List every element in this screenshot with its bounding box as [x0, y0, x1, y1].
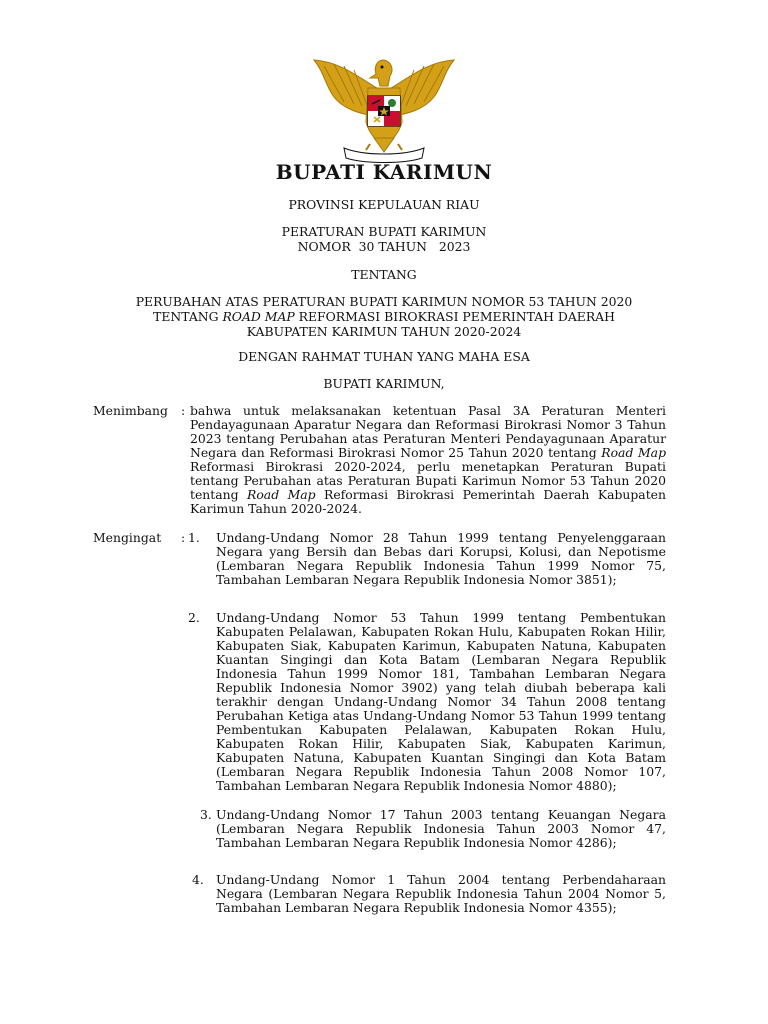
mengingat-item-3-number: 3. — [200, 807, 212, 822]
province-line: PROVINSI KEPULAUAN RIAU — [288, 197, 480, 212]
menimbang-text: bahwa untuk melaksanakan ketentuan Pasal 3A Peraturan Menteri Pendayagunaan Aparatur Negara dan Reformasi Birokrasi Nomor 3 Tahun 2023 tentang Perubahan atas Peraturan Menteri Pendayagunaan Aparatur Negara dan Reformasi Birokrasi Nomor 25 Tahun 2020 tentang Road Map Reformasi Birokrasi 2020-2024, perlu menetapkan Peraturan Bupati tentang Perubahan atas Peraturan Bupati Karimun Nomor 53 Tahun 2020 tentang Road Map Reformasi Birokrasi Pemerintah Daerah Kabupaten Karimun Tahun 2020-2024. — [190, 403, 666, 516]
mengingat-item-1: Undang-Undang Nomor 28 Tahun 1999 tentang Penyelenggaraan Negara yang Bersih dan Bebas dari Korupsi, Kolusi, dan Nepotisme (Lembaran Negara Republik Indonesia Tahun 1999 Nomor 75, Tambahan Lembaran Negara Republik Indonesia Nomor 3851); — [216, 530, 666, 587]
subject-line-3: KABUPATEN KARIMUN TAHUN 2020-2024 — [246, 324, 522, 339]
garuda-pancasila-emblem-icon — [304, 52, 464, 164]
mengingat-item-1-number: 1. — [188, 530, 200, 545]
mengingat-item-4: Undang-Undang Nomor 1 Tahun 2004 tentang Perbendaharaan Negara (Lembaran Negara Republik Indonesia Tahun 2004 Nomor 5, Tambahan Lembaran Negara Republik Indonesia Nomor 4355); — [216, 872, 666, 915]
subject-road-map: ROAD MAP — [222, 309, 295, 324]
menimbang-colon: : — [181, 403, 186, 418]
mengingat-item-2-number: 2. — [188, 610, 200, 625]
mengingat-label: Mengingat — [93, 530, 162, 545]
rahmat-line: DENGAN RAHMAT TUHAN YANG MAHA ESA — [238, 349, 530, 364]
mengingat-item-4-number: 4. — [192, 872, 204, 887]
regulation-number: NOMOR 30 TAHUN 2023 — [297, 239, 471, 254]
regulation-line: PERATURAN BUPATI KARIMUN — [281, 224, 487, 239]
mengingat-item-2: Undang-Undang Nomor 53 Tahun 1999 tentang Pembentukan Kabupaten Pelalawan, Kabupaten Rokan Hulu, Kabupaten Rokan Hilir, Kabupaten Siak, Kabupaten Karimun, Kabupaten Natuna, Kabupaten Kuantan Singingi dan Kota Batam (Lembaran Negara Republik Indonesia Tahun 1999 Nomor 181, Tambahan Lembaran Negara Republik Indonesia Nomor 3902) yang telah diubah beberapa kali terakhir dengan Undang-Undang Nomor 34 Tahun 2008 tentang Perubahan Ketiga atas Undang-Undang Nomor 53 Tahun 1999 tentang Pembentukan Kabupaten Pelalawan, Kabupaten Rokan Hulu, Kabupaten Rokan Hilir, Kabupaten Siak, Kabupaten Karimun, Kabupaten Natuna, Kabupaten Kuantan Singingi dan Kota Batam (Lembaran Negara Republik Indonesia Tahun 2008 Nomor 107, Tambahan Lembaran Negara Republik Indonesia Nomor 4880); — [216, 610, 666, 793]
mengingat-item-3: Undang-Undang Nomor 17 Tahun 2003 tentang Keuangan Negara (Lembaran Negara Republik Indonesia Tahun 2003 Nomor 47, Tambahan Lembaran Negara Republik Indonesia Nomor 4286); — [216, 807, 666, 850]
bupati-line: BUPATI KARIMUN, — [323, 376, 445, 391]
menimbang-label: Menimbang — [93, 403, 168, 418]
subject-line-1: PERUBAHAN ATAS PERATURAN BUPATI KARIMUN NOMOR 53 TAHUN 2020 — [135, 294, 633, 309]
subject-line-2: TENTANG ROAD MAP REFORMASI BIROKRASI PEMERINTAH DAERAH — [153, 309, 615, 324]
mengingat-colon: : — [181, 530, 186, 545]
tentang-heading: TENTANG — [351, 267, 417, 282]
page-title: BUPATI KARIMUN — [275, 160, 493, 184]
